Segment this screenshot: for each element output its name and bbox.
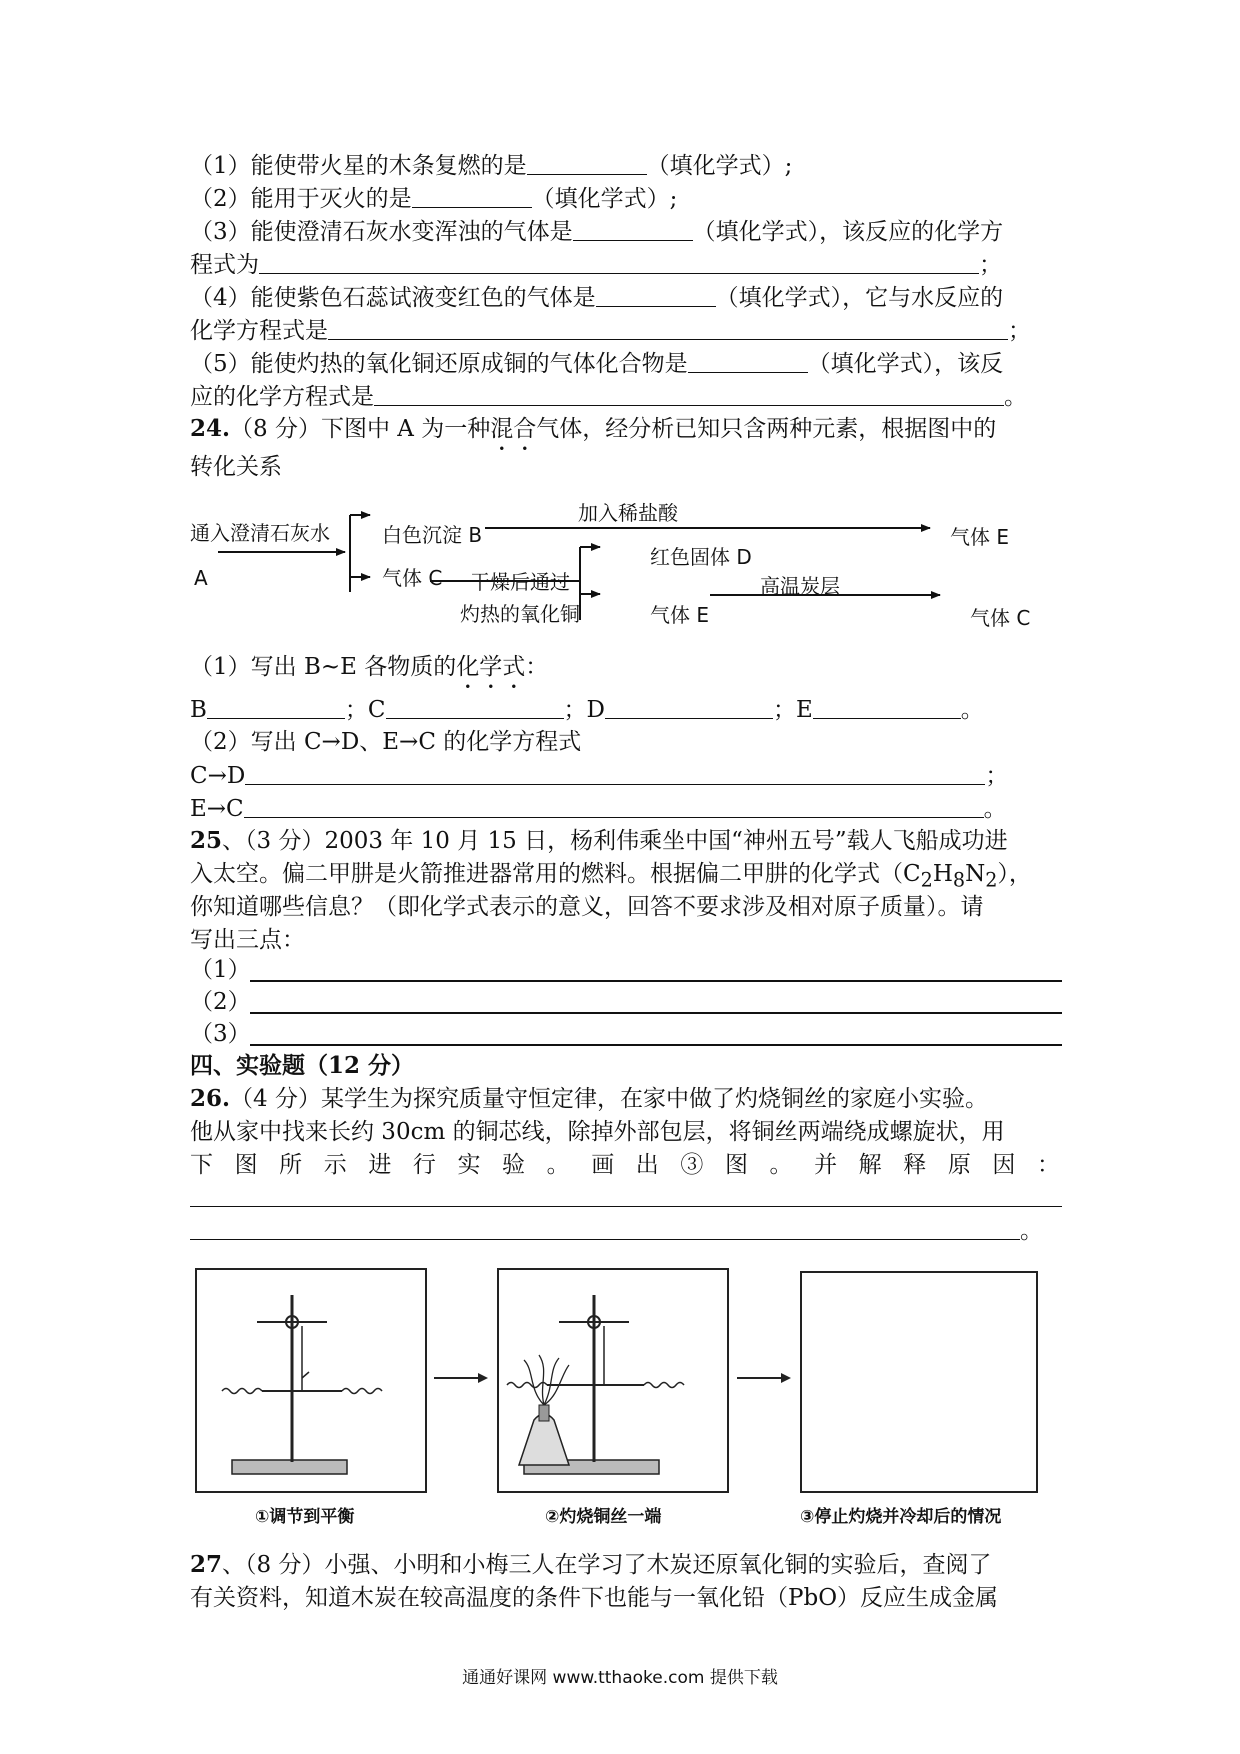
answer-blank[interactable] [573, 216, 693, 241]
q23-part4-end: ； [1008, 318, 1031, 344]
figure-2-burning [497, 1268, 729, 1493]
c-to-d-end: ； [985, 763, 1009, 789]
q25-number: 25 [190, 827, 223, 854]
q23-part2 [190, 183, 677, 214]
q23-part3-hint: （填化学式），该反应的化学方 [692, 219, 1004, 245]
subscript-h: 8 [952, 868, 966, 892]
q25-line1 [190, 826, 1008, 856]
q25-answer-2-label: （2） [190, 989, 251, 1015]
q23-part2-text: （2）能用于灭火的是 [190, 186, 412, 212]
q24-emphasis: 混合 [490, 416, 537, 442]
q25-text-2b: ）， [997, 861, 1032, 887]
figure-3-blank[interactable] [800, 1271, 1038, 1493]
q25-line2 [190, 859, 1032, 896]
label-add-acid: 加入稀盐酸 [578, 501, 678, 525]
label-b: B [190, 697, 207, 723]
q24-line2: 转化关系 [190, 454, 282, 480]
subscript-n: 2 [985, 868, 998, 892]
q25-line4: 写出三点： [190, 927, 305, 953]
label-gas-e-1: 气体 E [950, 525, 1009, 549]
label-e: ；E [772, 697, 813, 723]
answer-blank[interactable] [688, 348, 808, 373]
q23-part1-hint: （填化学式）; [646, 153, 793, 179]
answer-c[interactable] [386, 694, 564, 719]
q24-part1 [190, 652, 548, 694]
q23-part5-text: （5）能使灼热的氧化铜还原成铜的气体化合物是 [190, 351, 688, 377]
label-hot-cuo: 灼热的氧化铜 [460, 602, 580, 626]
q25-text-1: 、（3 分）2003 年 10 月 15 日，杨利伟乘坐中国“神州五号”载人飞船成功进 [222, 828, 1008, 854]
q23-part3-end: ； [979, 252, 1002, 278]
arrow-icon [735, 1372, 793, 1384]
label-lime-water: 通入澄清石灰水 [190, 521, 330, 545]
q23-part5-cont-text: 应的化学方程式是 [190, 384, 374, 410]
q26-line2: 他从家中找来长约 30cm 的铜芯线，除掉外部包层，将铜丝两端绕成螺旋状，用 [190, 1119, 1005, 1145]
q25-answer-3-label: （3） [190, 1021, 251, 1047]
caption-figure-2: ②灼烧铜丝一端 [545, 1507, 662, 1527]
figure-1-balance [195, 1268, 427, 1493]
answer-blank[interactable] [374, 381, 1004, 406]
answer-blank[interactable] [328, 315, 1008, 340]
label-gas-c-1: 气体 C [382, 566, 443, 590]
q23-part3-cont-text: 程式为 [190, 252, 259, 278]
subscript-c: 2 [920, 868, 933, 892]
answer-blank[interactable] [259, 249, 979, 274]
formula-h: H [932, 861, 953, 887]
caption-figure-3: ③停止灼烧并冷却后的情况 [800, 1507, 1002, 1527]
q25-answer-2-line[interactable] [250, 1012, 1062, 1014]
q24-part1-colon: ： [525, 654, 549, 680]
q23-part4-cont-text: 化学方程式是 [190, 318, 328, 344]
q24-answers-row [190, 694, 984, 725]
q26-line1 [190, 1084, 988, 1114]
label-precipitate-b: 白色沉淀 B [382, 523, 483, 547]
q24-part1-text: （1）写出 B~E 各物质的 [190, 654, 457, 680]
q25-answer-1-line[interactable] [250, 980, 1062, 982]
q23-part5-end: 。 [1004, 384, 1027, 410]
answer-blank[interactable] [596, 282, 716, 307]
label-e-to-c: E→C [190, 796, 244, 822]
q26-number: 26. [190, 1085, 231, 1112]
q23-part1-text: （1）能使带火星的木条复燃的是 [190, 153, 527, 179]
q24-part2: （2）写出 C→D、E→C 的化学方程式 [190, 729, 582, 755]
answer-d[interactable] [605, 694, 773, 719]
q24-text-a: （8 分）下图中 A 为一种 [230, 416, 491, 442]
label-gas-e-2: 气体 E [650, 603, 709, 627]
q25-text-2a: 入太空。偏二甲肼是火箭推进器常用的燃料。根据偏二甲肼的化学式（C [190, 861, 921, 887]
q23-part5 [190, 348, 1003, 379]
label-gas-c-2: 气体 C [970, 606, 1031, 630]
q25-line3: 你知道哪些信息？（即化学式表示的意义，回答不要求涉及相对原子质量）。请 [190, 894, 984, 920]
answers-end: 。 [960, 697, 984, 723]
q26-line3: 下图所示进行实验。画出③图。并解释原因： [190, 1152, 1060, 1178]
q23-part5-cont [190, 381, 1027, 412]
q25-answer-3-line[interactable] [250, 1044, 1062, 1046]
q24-e-to-c [190, 793, 1007, 824]
q23-part3-cont [190, 249, 1002, 280]
label-carbon-layer: 高温炭层 [760, 574, 840, 598]
q27-text-1: 、（8 分）小强、小明和小梅三人在学习了木炭还原氧化铜的实验后，查阅了 [222, 1552, 992, 1578]
q23-part3 [190, 216, 1003, 247]
q26-end: 。 [1020, 1218, 1043, 1244]
q24-number: 24. [190, 415, 231, 442]
q26-answer-line-1[interactable] [190, 1206, 1062, 1207]
label-dry: 干燥后通过 [470, 570, 570, 594]
q27-number: 27 [190, 1551, 223, 1578]
burner-stand-icon [499, 1270, 726, 1490]
q24-line1 [190, 414, 996, 456]
q25-answer-1-label: （1） [190, 957, 251, 983]
q23-part4-text: （4）能使紫色石蕊试液变红色的气体是 [190, 285, 596, 311]
q24-c-to-d [190, 760, 1008, 791]
q24-part1-emphasis: 化学式 [456, 654, 526, 680]
label-c-to-d: C→D [190, 763, 246, 789]
q23-part2-hint: （填化学式）; [531, 186, 678, 212]
q23-part3-text: （3）能使澄清石灰水变浑浊的气体是 [190, 219, 573, 245]
label-red-solid-d: 红色固体 D [650, 545, 752, 569]
arrow-icon [432, 1372, 490, 1384]
q23-part4 [190, 282, 1003, 313]
q23-part1 [190, 150, 792, 181]
answer-b[interactable] [207, 694, 345, 719]
caption-figure-1: ①调节到平衡 [255, 1507, 355, 1527]
balance-stand-icon [197, 1270, 424, 1490]
q27-line1 [190, 1550, 991, 1580]
label-c: ；C [344, 697, 386, 723]
e-to-c-end: 。 [983, 796, 1007, 822]
label-d: ；D [563, 697, 605, 723]
answer-c-to-d[interactable] [245, 760, 985, 785]
q26-answer-line-2 [190, 1215, 1043, 1246]
q27-line2: 有关资料，知道木炭在较高温度的条件下也能与一氧化铅（PbO）反应生成金属 [190, 1585, 999, 1611]
q23-part4-hint: （填化学式），它与水反应的 [715, 285, 1004, 311]
answer-blank[interactable] [190, 1215, 1020, 1240]
q23-part5-hint: （填化学式），该反 [807, 351, 1004, 377]
answer-e[interactable] [813, 694, 961, 719]
answer-blank[interactable] [412, 183, 532, 208]
answer-blank[interactable] [527, 150, 647, 175]
answer-e-to-c[interactable] [244, 793, 984, 818]
footer-source: 通通好课网 www.tthaoke.com 提供下载 [462, 1668, 778, 1688]
label-a: A [194, 566, 208, 590]
q24-text-b: 气体，经分析已知只含两种元素，根据图中的 [536, 416, 997, 442]
q23-part4-cont [190, 315, 1031, 346]
q26-text-1: （4 分）某学生为探究质量守恒定律，在家中做了灼烧铜丝的家庭小实验。 [230, 1086, 988, 1112]
section-four-title: 四、实验题（12 分） [190, 1052, 415, 1079]
formula-n: N [965, 861, 986, 887]
